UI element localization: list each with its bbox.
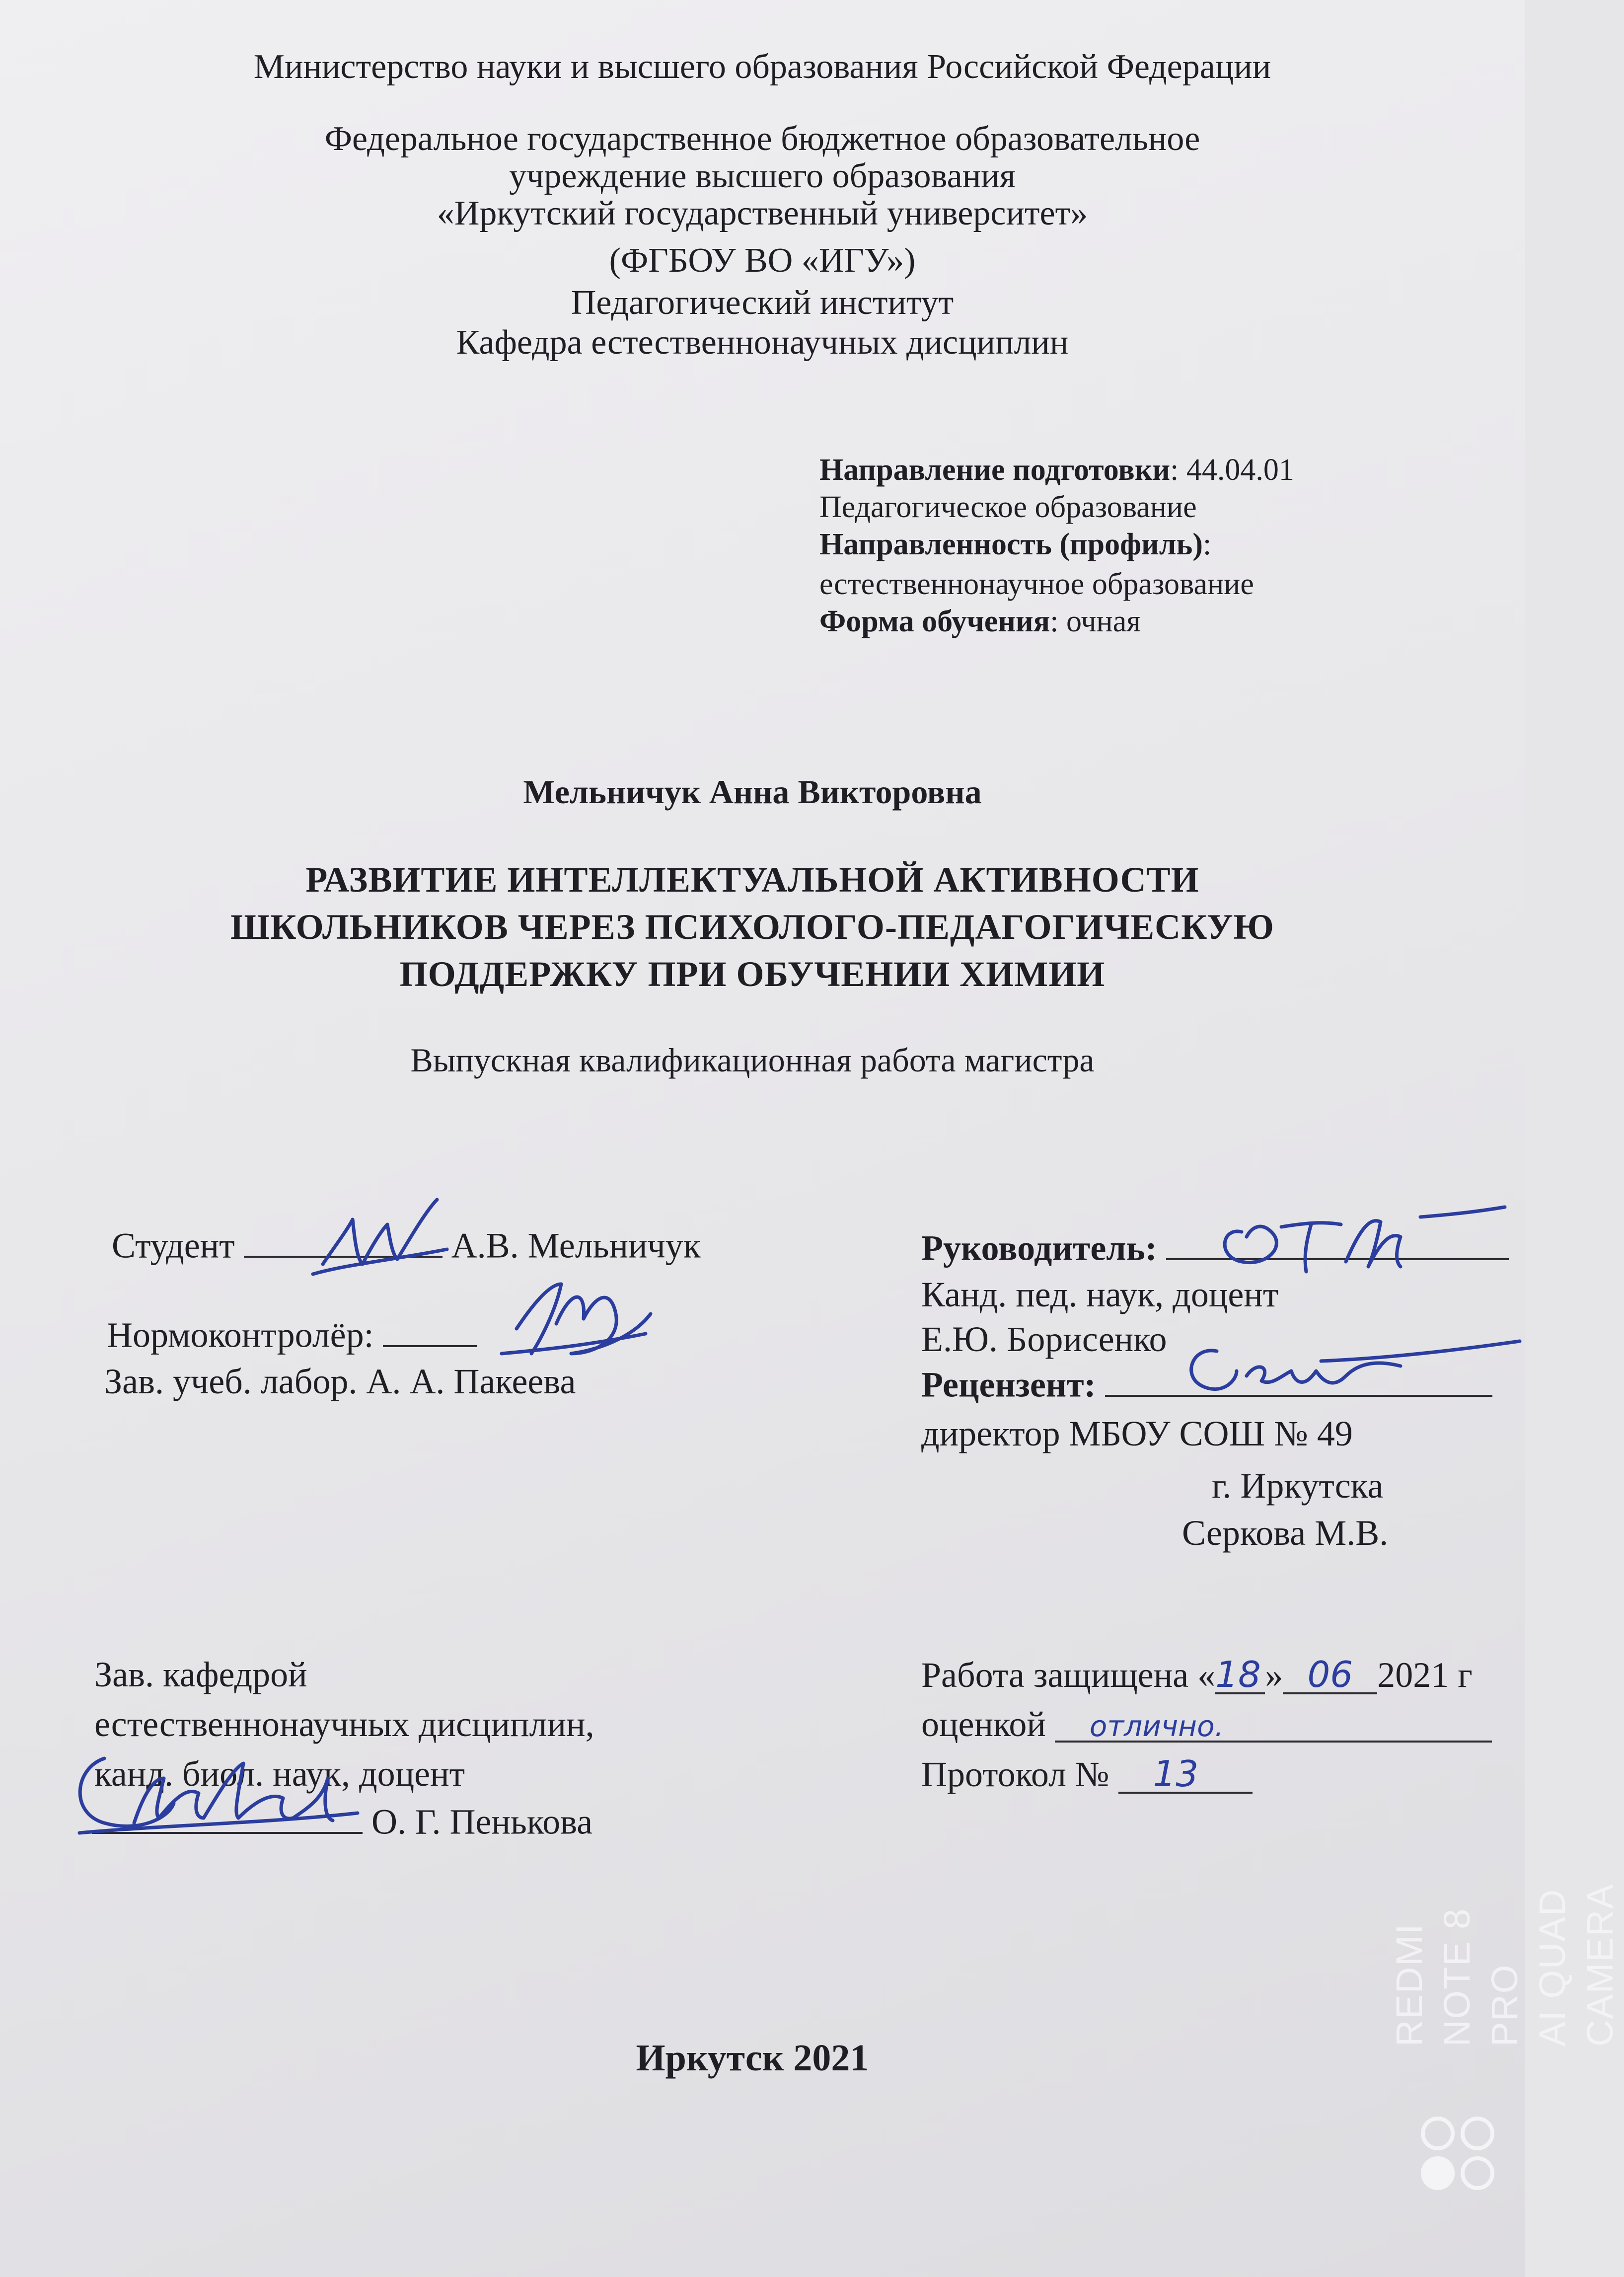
grade-value: отлично. <box>1055 1712 1492 1743</box>
reviewer-signature <box>1172 1331 1525 1411</box>
profile-colon: : <box>1202 528 1212 561</box>
thesis-title-line-1: РАЗВИТИЕ ИНТЕЛЛЕКТУАЛЬНОЙ АКТИВНОСТИ <box>305 860 1199 900</box>
normcontrol-signature-line <box>383 1316 477 1347</box>
student-signature <box>303 1190 452 1289</box>
protocol-label: Протокол № <box>921 1754 1109 1794</box>
institution-line-1: Федеральное государственное бюджетное образовательное <box>324 120 1200 158</box>
grade-label: оценкой <box>921 1704 1046 1744</box>
defended-year: 2021 г <box>1377 1655 1473 1695</box>
supervisor-name: Е.Ю. Борисенко <box>921 1319 1167 1359</box>
watermark-line-1: REDMI NOTE 8 PRO <box>1389 1907 1525 2047</box>
defended-mid: » <box>1265 1655 1283 1695</box>
head-title-line-3: канд. биол. наук, доцент <box>94 1754 465 1794</box>
defended-prefix: Работа защищена « <box>921 1655 1216 1695</box>
direction-line <box>819 455 1294 485</box>
direction-name: Педагогическое образование <box>819 490 1197 524</box>
head-signature <box>60 1739 377 1848</box>
institute-name: Педагогический институт <box>571 284 954 322</box>
author-name: Мельничук Анна Викторовна <box>523 773 982 811</box>
university-name: «Иркутский государственный университет» <box>437 194 1088 232</box>
reviewer-position: директор МБОУ СОШ № 49 <box>921 1414 1353 1453</box>
normcontrol-line <box>107 1316 477 1353</box>
work-type: Выпускная квалификационная работа магистра <box>410 1041 1095 1079</box>
normcontrol-label: Нормоконтролёр: <box>107 1315 374 1355</box>
thesis-title-line-2: ШКОЛЬНИКОВ ЧЕРЕЗ ПСИХОЛОГО-ПЕДАГОГИЧЕСКУЮ <box>230 907 1274 947</box>
university-abbr: (ФГБОУ ВО «ИГУ») <box>609 241 916 280</box>
reviewer-city: г. Иркутска <box>1212 1466 1384 1506</box>
supervisor-signature <box>1212 1197 1510 1287</box>
direction-label: Направление подготовки <box>819 453 1171 487</box>
student-name: А.В. Мельничук <box>451 1225 701 1266</box>
direction-value: : 44.04.01 <box>1170 453 1294 487</box>
institution-line-2: учреждение высшего образования <box>509 157 1016 195</box>
protocol-value: 13 <box>1118 1756 1253 1794</box>
defended-month: 06 <box>1283 1657 1377 1694</box>
profile-label: Направленность (профиль) <box>819 528 1203 561</box>
student-label: Студент <box>112 1225 235 1266</box>
watermark-line-2: AI QUAD CAMERA <box>1532 1883 1621 2047</box>
defended-day: 18 <box>1215 1657 1265 1694</box>
grade-line <box>921 1706 1492 1743</box>
thesis-title-line-3: ПОДДЕРЖКУ ПРИ ОБУЧЕНИИ ХИМИИ <box>399 954 1106 994</box>
head-title-line-1: Зав. кафедрой <box>94 1655 307 1694</box>
camera-lens-icon <box>1418 2114 1507 2203</box>
camera-watermark <box>1386 1883 1624 2047</box>
form-line <box>819 606 1141 637</box>
reviewer-name: Серкова М.В. <box>1182 1513 1389 1553</box>
head-title-line-2: естественнонаучных дисциплин, <box>94 1704 594 1744</box>
normcontrol-signature <box>497 1269 656 1368</box>
supervisor-label: Руководитель: <box>921 1228 1157 1268</box>
profile-line <box>819 529 1211 560</box>
form-value: : очная <box>1050 605 1141 638</box>
department-name: Кафедра естественнонаучных дисциплин <box>456 323 1069 362</box>
normcontrol-person: Зав. учеб. лабор. А. А. Пакеева <box>104 1362 576 1401</box>
ministry-line: Министерство науки и высшего образования Российской Федерации <box>253 48 1271 86</box>
city-year: Иркутск 2021 <box>636 2037 869 2079</box>
form-label: Форма обучения <box>819 605 1050 638</box>
defended-line <box>921 1654 1473 1695</box>
head-name: О. Г. Пенькова <box>371 1802 593 1842</box>
supervisor-degree: Канд. пед. наук, доцент <box>921 1275 1279 1314</box>
protocol-line <box>921 1753 1253 1795</box>
reviewer-label: Рецензент: <box>921 1365 1096 1405</box>
profile-value: естественнонаучное образование <box>819 567 1254 601</box>
